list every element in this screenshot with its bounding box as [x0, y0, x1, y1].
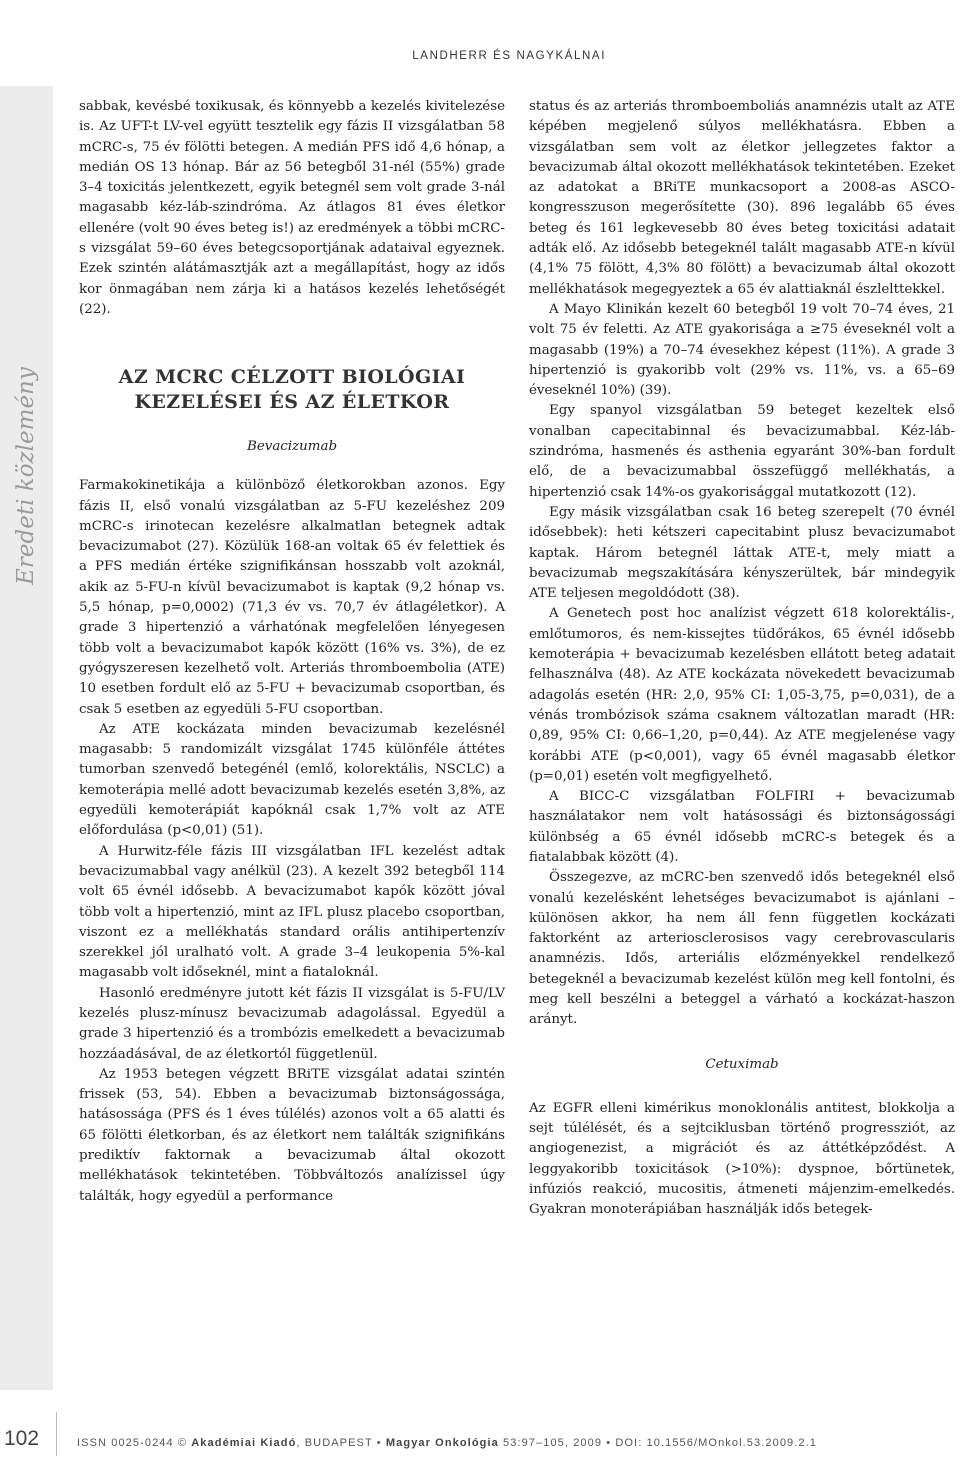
left-paragraph-1: sabbak, kevésbé toxikusak, és könnyebb a kezelés kivitelezése is. Az UFT-t LV-vel együtt tesztelik egy fázis II vizsgálatban 58 mCRC-s, 75 év fölötti betegen. A medián PFS idő 4,6 hónap, a medián OS 13 hónap. Bár az 56 betegből 31-nél (55%) grade 3–4 toxicitás jelentkezett, egyik betegnél sem volt grade 3-nál magasabb kéz-láb-szindróma. Az átlagos 81 éves életkor ellenére (volt 90 éves beteg is!) az eredmények a többi mCRC-s vizsgálat 59–60 éves betegcsoportjának adataival egyeznek. Ezek szintén alátámasztják azt a megállapítást, hogy az idős kor önmagában nem zárja ki a hatásos kezelés lehetőségét (22). — [79, 99, 505, 317]
left-paragraph-2: Farmakokinetikája a különböző életkorokban azonos. Egy fázis II, első vonalú vizsgálatban az 5-FU kezeléshez 209 mCRC-s irinotecan kezelésre alkalmatlan betegnek adtak bevacizumabot (27). Közülük 168-an voltak 65 év felettiek és a PFS medián értéke szignifikánsan hosszabb volt azoknál, akik az 5-FU-n kívül bevacizumabot is kaptak (9,2 hónap vs. 5,5 hónap, p=0,0002) (71,3 év vs. 70,7 év átlagéletkor). A grade 3 hipertenzió a várhatónak megfelelően lényegesen több volt a bevacizumabot kapók között (16% vs. 3%), de ez gyógyszeresen kezelhető volt. Arteriás thromboembolia (ATE) 10 esetben fordult elő az 5-FU + bevacizumab csoportban, és csak 5 esetben az egyedüli 5-FU csoportban. — [79, 478, 505, 717]
footer-line — [77, 1437, 817, 1449]
left-paragraph-4: A Hurwitz-féle fázis III vizsgálatban IFL kezelést adtak bevacizumabbal vagy anélkül (23). A kezelt 392 betegből 114 volt 65 évnél idősebb. A bevacizumabot kapók között jóval több volt a hipertenzió, mint az IFL plusz placebo csoportban, viszont ez a mellékhatás standard orális antihipertenzív szerekkel jól uralható volt. A grade 3–4 leukopenia 5%-kal magasabb volt időseknél, mint a fiataloknál. — [79, 843, 505, 981]
footer-doi: DOI: 10.1556/MOnkol.53.2009.2.1 — [615, 1437, 818, 1449]
right-paragraph-1: status és az arteriás thromboemboliás anamnézis utalt az ATE képében megjelenő súlyos mellékhatásra. Ebben a vizsgálatban sem volt az életkor jellegzetes faktor a bevacizumab által okozott mellékhatások tekintetében. Ezeket az adatokat a BRiTE munkacsoport a 2008-as ASCO-kongresszuson megerősítette (30). 896 legalább 65 éves beteg és 161 legkevesebb 80 éves beteg toxicitási adatait adták elő. Az idősebb betegeknél talált magasabb ATE-n kívül (4,1% 75 fölött, 4,3% 80 fölött) a bevacizumab által okozott mellékhatások megegyeztek a 65 év alattiaknál észlelttekkel. — [529, 99, 955, 297]
right-paragraph-2: A Mayo Klinikán kezelt 60 betegből 19 volt 70–74 éves, 21 volt 75 év feletti. Az ATE gyakorisága a ≥75 éveseknél volt a magasabb (19%) a 70–74 évesekhez képest (11%). A grade 3 hipertenzió is gyakoribb volt (29% vs. 11%, vs. a 65–69 éveseknél 10%) (39). — [529, 301, 955, 399]
left-paragraph-3: Az ATE kockázata minden bevacizumab kezelésnél magasabb: 5 randomizált vizsgálat 1745 különféle áttétes tumorban szenvedő betegénél (emlő, kolorektális, NSCLC) a kemoterápia mellé adott bevacizumab kezelés esetén 3,8%, az egyedüli kemoterápiát kapóknál csak 1,7% volt az ATE előfordulása (p<0,01) (51). — [79, 721, 505, 839]
footer-publisher: Akadémiai Kiadó — [191, 1437, 297, 1449]
running-head: LANDHERR ÉS NAGYKÁLNAI — [412, 50, 606, 62]
right-column — [529, 97, 955, 1220]
right-paragraph-6: A BICC-C vizsgálatban FOLFIRI + bevacizumab használatakor nem volt hatásossági és biztonságossági különbség a 65 évnél idősebb mCRC-s betegek és a fiatalabbak között (4). — [529, 789, 955, 865]
left-column — [79, 97, 505, 1207]
footer-bullet-2: • — [606, 1437, 612, 1449]
right-paragraph-3: Egy spanyol vizsgálatban 59 beteget kezeltek első vonalban capecitabinnal és bevacizumabbal. Kéz-láb-szindróma, hasmenés és asthenia egyaránt 30%-ban fordult elő, de a bevacizumabbal összefüggő mellékhatás, a hipertenzió csak 14%-os gyakorisággal mutatkozott (12). — [529, 403, 955, 500]
footer-divider — [56, 1412, 57, 1456]
footer-copyright: © — [177, 1437, 188, 1449]
left-paragraph-5: Hasonló eredményre jutott két fázis II vizsgálat is 5-FU/LV kezelés plusz-mínusz bevacizumab adagolással. Egyedül a grade 3 hipertenzió és a trombózis emelkedett a bevacizumab hozzáadásával, de az életkortól függetlenül. — [79, 985, 505, 1062]
side-band — [0, 86, 53, 1390]
right-paragraph-5: A Genetech post hoc analízist végzett 618 kolorektális-, emlőtumoros, és nem-kissejtes tüdőrákos, 65 évnél idősebb kemoterápia + bevacizumab kezelésben ellátott beteg adatait felhasználva (48). Az ATE kockázata növekedett bevacizumab adagolás esetén (HR: 2,0, 95% CI: 1,05-3,75, p=0,031), de a vénás trombózisok száma csaknem változatlan maradt (HR: 0,89, 95% CI: 0,66–1,20, p=0,44). Az ATE megjelenése vagy korábbi ATE (p<0,001), vagy 65 évnél magasabb életkor (p=0,01) esetén volt megfigyelhető. — [529, 606, 955, 784]
right-paragraph-4: Egy másik vizsgálatban csak 16 beteg szerepelt (70 évnél idősebbek): heti kétszeri capecitabint plusz bevacizumabot kaptak. Három betegnél láttak ATE-t, mely miatt a bevacizumab megszakítására kényszerültek, bár mindegyik ATE teljesen megoldódott (38). — [529, 504, 955, 602]
footer-issn: ISSN 0025-0244 — [77, 1437, 174, 1449]
footer-city: , BUDAPEST — [296, 1437, 373, 1449]
left-paragraph-6: Az 1953 betegen végzett BRiTE vizsgálat adatai szintén frissek (53, 54). Ebben a bevacizumab biztonságossága, hatásossága (PFS és 1 éves túlélés) azonos volt a 65 alatti és 65 fölötti életkorban, és az életkort nem találták szignifikáns prediktív faktornak a bevacizumab által okozott mellékhatások tekintetében. Többváltozós analízissel úgy találták, hogy egyedül a performance — [79, 1066, 505, 1204]
footer-journal: Magyar Onkológia — [385, 1437, 499, 1449]
side-label — [2, 326, 50, 626]
sub-heading-bevacizumab: Bevacizumab — [246, 439, 338, 455]
right-paragraph-7: Összegezve, az mCRC-ben szenvedő idős betegeknél első vonalú kezelésként lehetséges bevacizumabot is ajánlani – különösen akkor, ha nem áll fenn független kockázati faktorként az arteriosclerosisos vagy cerebrovascularis anamnézis. Idős, arteriális előzményekkel rendelkező betegeknél a bevacizumab kezelést külön meg kell fontolni, és meg kell beszélni a beteggel a várható a kockázat-haszon arányt. — [529, 870, 955, 1028]
footer-volume: 53:97–105, 2009 — [503, 1437, 603, 1449]
right-paragraph-8: Az EGFR elleni kimérikus monoklonális antitest, blokkolja a sejt túlélését, és a sejtciklusban történő progressziót, az angiogenezist, a migrációt és az áttétképződést. A leggyakoribb toxicitások (>10%): dyspnoe, bőrtünetek, infúziós reakció, mucositis, átmeneti májenzim-emelkedés. Gyakran monoterápiában használják idős betegek- — [529, 1100, 955, 1218]
sub-heading-cetuximab: Cetuximab — [705, 1056, 779, 1072]
footer-bullet-1: • — [376, 1437, 382, 1449]
page-number: 102 — [4, 1427, 40, 1450]
side-label-text: Eredeti közlemény — [13, 367, 39, 585]
section-heading: AZ MCRC CÉLZOTT BIOLÓGIAI KEZELÉSEI ÉS AZ ÉLETKOR — [118, 366, 466, 414]
